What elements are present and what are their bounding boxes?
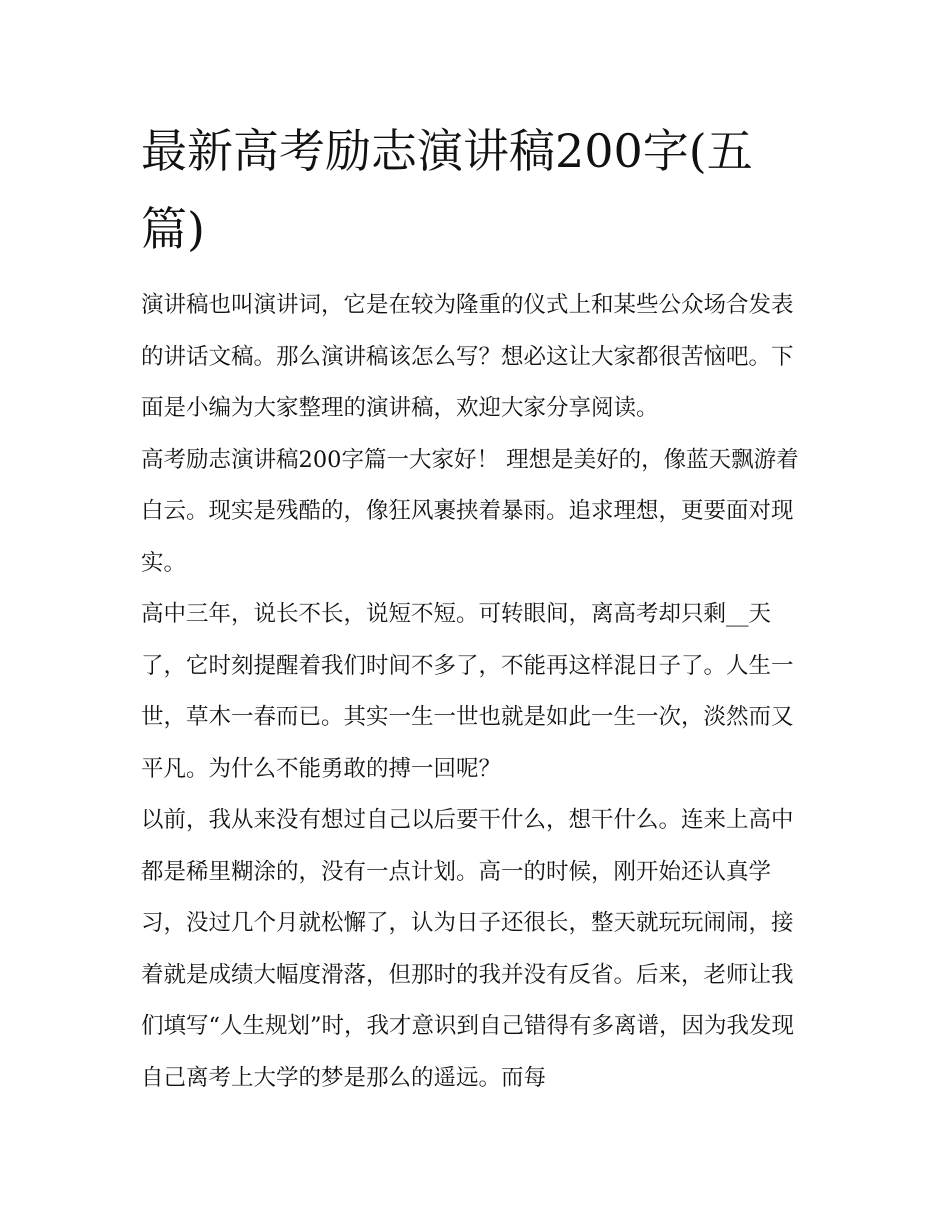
paragraph-past-reflection: 以前，我从来没有想过自己以后要干什么，想干什么。连来上高中都是稀里糊涂的，没有一点计划。高一的时候，刚开始还认真学习，没过几个月就松懈了，认为日子还很长，整天就玩玩闹闹，接着就是成绩大幅度滑落，但那时的我并没有反省。后来，老师让我们填写“人生规划”时，我才意识到自己错得有多离谱，因为我发现自己离考上大学的梦是那么的遥远。而每 (141, 807, 795, 1091)
document-body (141, 280, 813, 1104)
paragraph-speech-opening: 高考励志演讲稿200字篇一大家好！ 理想是美好的，像蓝天飘游着白云。现实是残酷的，像狂风裹挟着暴雨。追求理想，更要面对现实。 (141, 446, 799, 576)
paragraph-high-school-years: 高中三年，说长不长，说短不短。可转眼间，离高考却只剩__天了，它时刻提醒着我们时间不多了，不能再这样混日子了。人生一世，草木一春而已。其实一生一世也就是如此一生一次，淡然而又平凡。为什么不能勇敢的搏一回呢？ (141, 601, 794, 782)
document-title: 最新高考励志演讲稿200字(五篇) (141, 124, 753, 256)
paragraph-intro: 演讲稿也叫演讲词，它是在较为隆重的仪式上和某些公众场合发表的讲话文稿。那么演讲稿该怎么写？想必这让大家都很苦恼吧。下面是小编为大家整理的演讲稿，欢迎大家分享阅读。 (141, 292, 794, 421)
document-content (141, 112, 813, 1104)
